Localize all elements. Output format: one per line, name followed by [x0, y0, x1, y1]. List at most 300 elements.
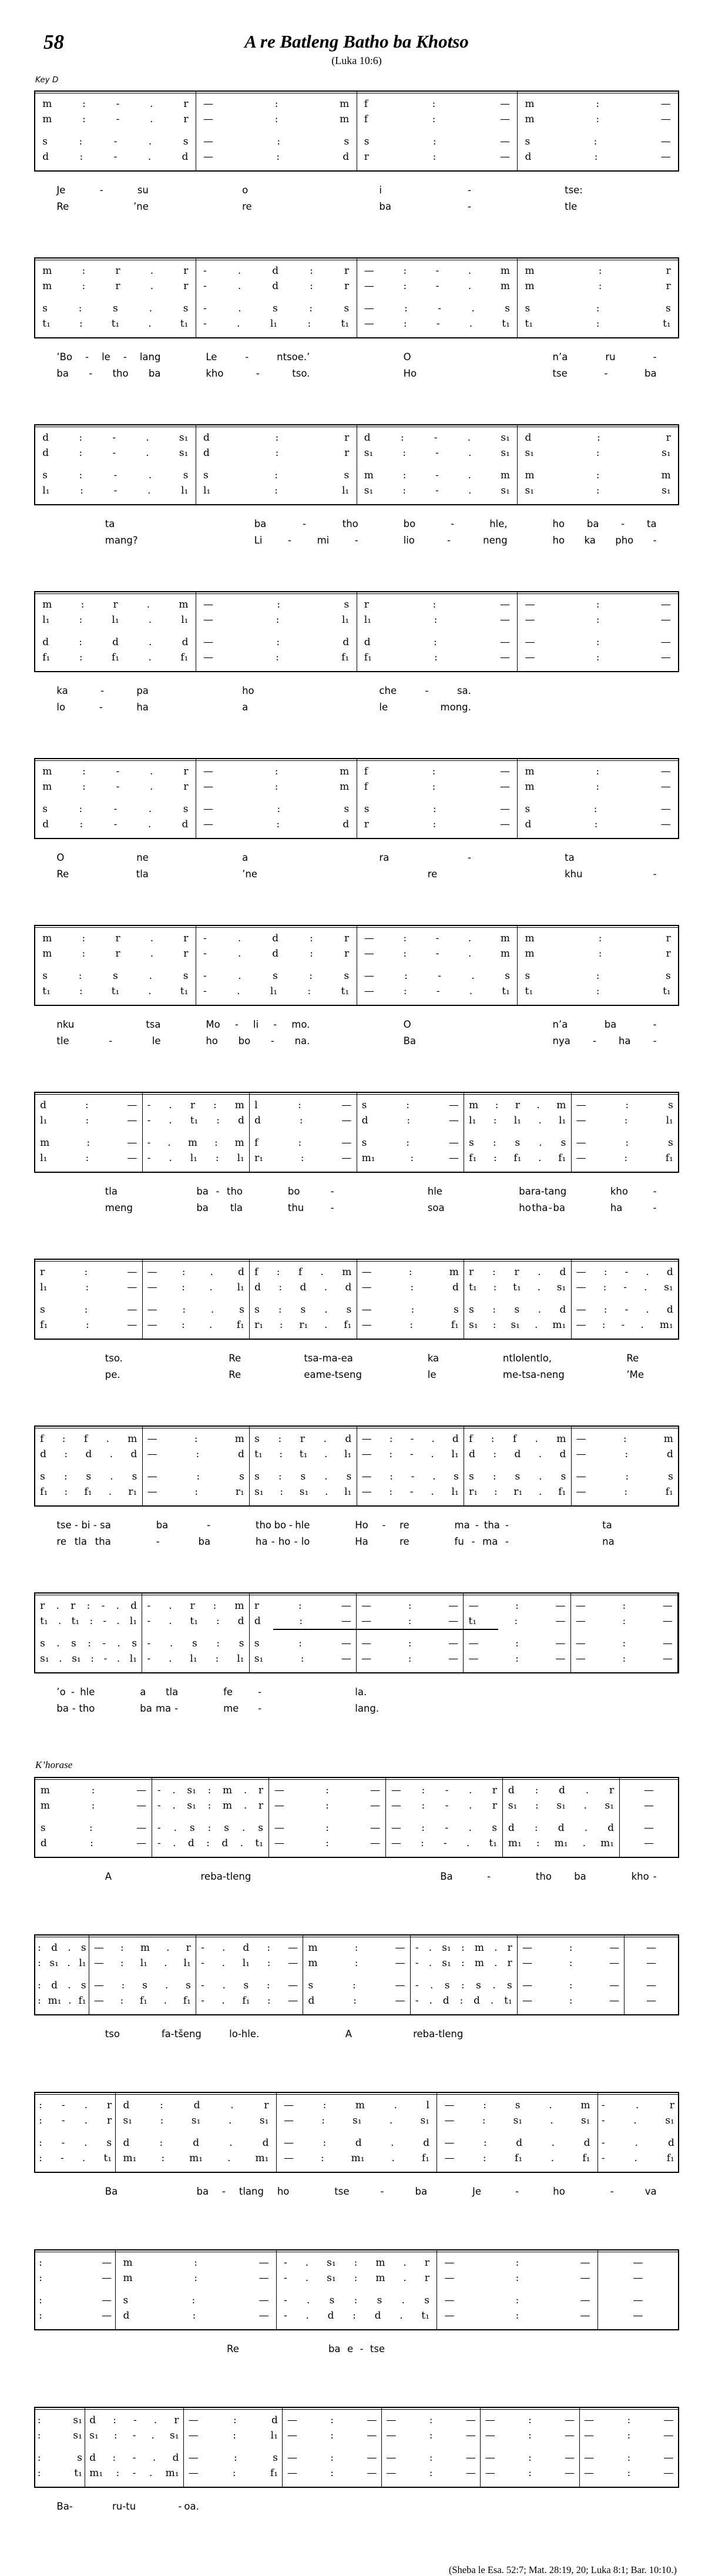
solfa-token: m₁: [554, 1837, 568, 1849]
measure-cell: [196, 425, 357, 504]
lyric-token: mo.: [291, 1019, 310, 1030]
solfa-token: —: [575, 1653, 586, 1665]
lyric-token: tla: [230, 1202, 243, 1213]
measure-cell: [357, 259, 518, 337]
solfa-token: .: [429, 1980, 434, 1991]
solfa-token: :: [207, 1800, 212, 1812]
lyric-token: -: [653, 1019, 657, 1030]
solfa-token: :: [234, 2452, 237, 2464]
solfa-token: :: [62, 1433, 66, 1445]
solfa-token: d: [514, 1448, 521, 1460]
solfa-token: s: [515, 2099, 521, 2111]
solfa-token: —: [288, 1995, 298, 2007]
solfa-token: :: [39, 2099, 42, 2111]
lyric-line: [34, 1350, 679, 1367]
solfa-voice-line: [518, 1940, 624, 1956]
system-block-9: [34, 1425, 679, 1550]
chorus-label: K’horase: [35, 1759, 73, 1770]
lyric-token: -: [515, 2186, 519, 2197]
solfa-voice-line: [35, 2098, 115, 2113]
solfa-voice-line: [277, 2255, 437, 2270]
solfa-token: s: [239, 1304, 244, 1316]
solfa-token: —: [364, 265, 374, 277]
solfa-token: s: [254, 1471, 260, 1482]
solfa-token: —: [465, 2467, 476, 2479]
solfa-token: :: [207, 1785, 212, 1796]
solfa-voice-line: [196, 597, 357, 612]
lyric-token: meng: [105, 1202, 133, 1213]
lyric-token: -: [337, 1353, 341, 1364]
solfa-token: d: [254, 1115, 261, 1126]
solfa-token: r: [469, 1266, 474, 1278]
solfa-token: —: [499, 766, 510, 777]
solfa-voice-line: [143, 1469, 250, 1484]
solfa-token: -: [201, 1980, 204, 1991]
solfa-token: s: [525, 970, 531, 982]
solfa-token: :: [181, 1319, 185, 1331]
lyric-token: -: [610, 2186, 614, 2197]
lyric-token: -: [89, 368, 93, 379]
solfa-token: -: [621, 1319, 625, 1331]
solfa-token: .: [173, 1822, 177, 1834]
solfa-token: m: [234, 1137, 244, 1149]
solfa-token: d: [85, 1448, 92, 1460]
lyric-token: ne: [136, 852, 149, 863]
solfa-token: :: [85, 1282, 89, 1293]
solfa-voice-line: [184, 2428, 282, 2443]
solfa-token: s₁: [508, 1800, 518, 1812]
solfa-token: -: [445, 1822, 449, 1834]
lyric-token: ha: [136, 702, 149, 713]
solfa-token: s: [273, 970, 278, 982]
solfa-voice-line: [518, 1956, 624, 1971]
solfa-token: f: [40, 1433, 44, 1445]
solfa-token: :: [80, 485, 83, 497]
lyric-token: ba: [140, 1703, 152, 1714]
solfa-token: :: [280, 1486, 284, 1498]
solfa-voice-line: [196, 931, 357, 946]
solfa-token: :: [352, 2310, 356, 2322]
solfa-token: .: [227, 2152, 231, 2164]
solfa-token: :: [492, 1304, 496, 1316]
solfa-token: .: [147, 485, 151, 497]
solfa-token: —: [147, 1448, 157, 1460]
lyric-cell: [357, 199, 494, 215]
solfa-voice-line: [269, 1798, 385, 1813]
solfa-voice-line: [277, 2113, 437, 2128]
solfa-token: s₁: [191, 2115, 201, 2126]
solfa-token: :: [622, 1615, 626, 1627]
measure-cell: [143, 1260, 250, 1339]
lyric-token: tse: [334, 2186, 350, 2197]
lyric-cell: [391, 2026, 464, 2042]
lyric-token: va: [644, 2186, 657, 2197]
solfa-token: :: [596, 652, 600, 663]
solfa-token: d: [187, 1837, 194, 1849]
solfa-token: r: [183, 265, 189, 277]
solfa-token: :: [515, 2295, 519, 2306]
solfa-voice-line: [382, 2428, 480, 2443]
solfa-token: m: [474, 1942, 484, 1954]
solfa-token: —: [203, 803, 214, 815]
lyric-token: mong.: [440, 702, 471, 713]
solfa-token: .: [394, 2099, 397, 2111]
solfa-token: :: [196, 1471, 200, 1482]
solfa-voice-line: [35, 946, 196, 961]
lyric-token: me: [502, 1369, 519, 1380]
lyric-token: -: [258, 1686, 262, 1698]
measure-cell: [143, 1427, 250, 1505]
solfa-voice-line: [518, 650, 678, 665]
solfa-token: :: [330, 2430, 334, 2441]
solfa-token: .: [634, 2152, 637, 2164]
solfa-voice-line: [571, 1651, 677, 1666]
measure-cell: [437, 2093, 598, 2172]
solfa-token: t₁: [254, 1448, 263, 1460]
solfa-token: :: [88, 1638, 91, 1649]
solfa-token: m: [40, 1137, 50, 1149]
solfa-voice-line: [411, 1956, 517, 1971]
solfa-token: :: [86, 1137, 90, 1149]
solfa-token: -: [147, 1615, 151, 1627]
solfa-token: -: [435, 469, 439, 481]
solfa-token: r: [190, 1600, 195, 1612]
solfa-token: f₁: [666, 2152, 674, 2164]
lyric-cell: [34, 199, 171, 215]
measure-cell: [250, 1260, 357, 1339]
solfa-token: :: [596, 469, 600, 481]
solfa-token: :: [354, 2272, 358, 2284]
measure-cell: [357, 1093, 465, 1172]
solfa-token: :: [492, 1266, 496, 1278]
solfa-voice-line: [518, 96, 678, 112]
solfa-token: r: [507, 1957, 512, 1969]
measure-cell: [283, 2408, 381, 2487]
lyric-token: Li: [254, 535, 263, 546]
lyric-token: fa: [161, 2028, 171, 2040]
solfa-token: s: [113, 303, 118, 314]
lyric-token: ba: [586, 518, 599, 529]
solfa-token: :: [214, 1137, 218, 1149]
solfa-token: :: [196, 1448, 200, 1460]
lyric-cell: [565, 2498, 679, 2515]
solfa-token: —: [468, 1653, 479, 1665]
lyric-token: tho: [79, 1703, 95, 1714]
solfa-token: d: [525, 432, 532, 444]
solfa-token: —: [663, 2414, 674, 2426]
solfa-token: —: [444, 2310, 455, 2322]
lyric-token: ma: [322, 1353, 338, 1364]
solfa-token: d: [130, 1448, 137, 1460]
solfa-token: s: [505, 970, 510, 982]
solfa-token: s: [424, 2295, 429, 2306]
solfa-token: -: [435, 485, 439, 497]
solfa-token: :: [213, 1600, 217, 1612]
measure-cell: [35, 2408, 85, 2487]
solfa-token: d: [474, 1995, 480, 2007]
solfa-token: :: [37, 2414, 41, 2426]
solfa-voice-line: [357, 1280, 464, 1295]
solfa-voice-line: [35, 2450, 85, 2466]
solfa-token: s: [142, 1980, 147, 1991]
solfa-token: :: [323, 2099, 327, 2111]
solfa-token: :: [603, 1266, 607, 1278]
solfa-token: —: [663, 2452, 674, 2464]
lyric-cell: [174, 1200, 266, 1216]
solfa-token: —: [136, 1800, 147, 1812]
solfa-token: s₁: [501, 432, 510, 444]
lyric-cell: [381, 516, 530, 532]
solfa-token: —: [575, 1638, 586, 1649]
hymn-number: 58: [43, 31, 64, 53]
solfa-token: —: [448, 1115, 459, 1126]
lyric-token: A: [345, 2028, 352, 2040]
solfa-token: :: [354, 1942, 358, 1954]
measure-cell: [357, 425, 518, 504]
solfa-token: r₁: [254, 1319, 264, 1331]
lyric-token: ma: [155, 1703, 172, 1714]
solfa-token: :: [408, 1638, 412, 1649]
solfa-token: d: [40, 1448, 47, 1460]
lyric-line: [34, 850, 679, 866]
solfa-token: -: [434, 432, 438, 444]
solfa-voice-line: [35, 1431, 142, 1447]
lyric-cell: [118, 1684, 201, 1700]
solfa-token: —: [364, 933, 374, 944]
solfa-voice-line: [464, 1614, 570, 1629]
solfa-voice-line: [357, 301, 518, 316]
solfa-grid: [34, 758, 679, 839]
solfa-token: t₁: [489, 1837, 498, 1849]
measure-cell: [89, 1936, 196, 2014]
lyrics-block: [34, 1350, 679, 1383]
solfa-token: -: [157, 1785, 161, 1796]
solfa-token: -: [415, 1957, 419, 1969]
solfa-token: r: [40, 1266, 45, 1278]
lyric-cell: [284, 1700, 415, 1717]
lyric-token: tle: [56, 1035, 69, 1046]
measure-cell: [35, 926, 196, 1005]
solfa-token: .: [494, 1942, 498, 1954]
lyric-token: -: [170, 2028, 174, 2040]
solfa-token: :: [39, 2137, 42, 2149]
solfa-token: —: [448, 1615, 459, 1627]
lyric-token: -: [653, 1186, 657, 1197]
lyric-line: [34, 699, 679, 716]
solfa-voice-line: [357, 263, 518, 279]
lyric-line: [34, 1033, 679, 1049]
solfa-token: :: [535, 1800, 539, 1812]
solfa-voice-line: [386, 1836, 502, 1851]
solfa-token: r: [666, 933, 671, 944]
solfa-token: .: [466, 1837, 470, 1849]
measure-cell: [35, 2093, 116, 2172]
solfa-token: :: [160, 2099, 163, 2111]
solfa-voice-line: [277, 2135, 437, 2151]
solfa-token: :: [593, 136, 597, 147]
solfa-token: .: [84, 2137, 88, 2149]
lyric-cell: [274, 2026, 391, 2042]
solfa-token: f₁: [558, 1486, 566, 1498]
lyric-token: nku: [56, 1019, 75, 1030]
solfa-token: r: [344, 280, 350, 292]
solfa-token: d: [172, 2452, 179, 2464]
solfa-token: r: [106, 2115, 112, 2126]
solfa-token: —: [341, 1638, 351, 1649]
solfa-voice-line: [625, 1993, 678, 2008]
solfa-token: :: [307, 318, 311, 330]
solfa-token: —: [555, 1653, 566, 1665]
solfa-voice-line: [464, 1431, 571, 1447]
solfa-token: .: [150, 265, 154, 277]
lyric-line: [34, 1684, 679, 1700]
system-block-11: [34, 1777, 679, 1885]
measure-cell: [116, 2250, 277, 2329]
lyric-cell: [575, 2026, 679, 2042]
measure-cell: [357, 1427, 465, 1505]
solfa-token: :: [82, 113, 86, 125]
solfa-token: t₁: [502, 985, 510, 997]
solfa-token: .: [325, 1486, 328, 1498]
solfa-token: s: [77, 2452, 82, 2464]
lyric-cell: [530, 532, 679, 549]
solfa-token: l₁: [42, 485, 50, 497]
solfa-token: s: [113, 970, 118, 982]
solfa-token: .: [238, 970, 241, 982]
solfa-token: s: [515, 1471, 521, 1482]
solfa-voice-line: [598, 2270, 678, 2286]
solfa-token: s: [183, 136, 189, 147]
solfa-token: :: [528, 2467, 532, 2479]
solfa-voice-line: [196, 134, 357, 149]
solfa-token: f₁: [665, 1486, 673, 1498]
lyric-token: tha: [532, 1202, 548, 1213]
solfa-token: :: [598, 280, 602, 292]
solfa-voice-line: [386, 1820, 502, 1836]
solfa-token: .: [148, 469, 152, 481]
lyric-token: -: [382, 1520, 386, 1531]
solfa-token: :: [39, 2115, 42, 2126]
solfa-token: .: [146, 447, 149, 459]
measure-cell: [598, 2093, 678, 2172]
solfa-token: r: [364, 599, 369, 611]
solfa-token: .: [536, 1099, 540, 1111]
solfa-token: f₁: [469, 1152, 477, 1164]
solfa-token: —: [448, 1099, 459, 1111]
solfa-token: —: [102, 2295, 112, 2306]
solfa-token: :: [233, 2430, 236, 2441]
lyric-cell: [357, 866, 542, 883]
lyric-cell: [183, 1033, 333, 1049]
solfa-token: s₁: [525, 485, 535, 497]
lyrics-block: [34, 1017, 679, 1049]
solfa-token: m: [42, 599, 52, 611]
solfa-token: .: [116, 1653, 120, 1665]
solfa-token: —: [367, 2430, 377, 2441]
solfa-token: :: [216, 1638, 220, 1649]
solfa-token: .: [84, 2099, 88, 2111]
solfa-token: -: [601, 2137, 605, 2149]
lyric-token: ’o: [56, 1686, 66, 1698]
lyric-token: ba: [56, 1703, 69, 1714]
solfa-token: -: [201, 1957, 204, 1969]
solfa-token: :: [429, 2414, 433, 2426]
lyric-cell: [513, 1869, 609, 1885]
solfa-token: :: [325, 1800, 329, 1812]
lyric-token: tho: [535, 1871, 552, 1882]
solfa-token: m: [525, 265, 535, 277]
solfa-voice-line: [620, 1783, 678, 1798]
solfa-voice-line: [518, 445, 678, 461]
solfa-token: l₁: [341, 614, 350, 626]
solfa-token: d: [508, 1822, 515, 1834]
solfa-token: -: [103, 1653, 108, 1665]
solfa-token: r: [174, 2414, 179, 2426]
solfa-voice-line: [89, 1993, 196, 2008]
solfa-token: s: [344, 303, 350, 314]
solfa-token: :: [459, 1995, 464, 2007]
solfa-token: :: [82, 265, 86, 277]
solfa-voice-line: [411, 1978, 517, 1993]
solfa-token: -: [443, 1837, 447, 1849]
measure-cell: [250, 1594, 357, 1672]
lyric-cell: [333, 1534, 432, 1550]
solfa-token: :: [216, 1115, 220, 1126]
solfa-token: s₁: [662, 447, 671, 459]
lyric-token: -: [471, 1536, 475, 1547]
solfa-token: -: [147, 1115, 151, 1126]
solfa-token: .: [147, 819, 152, 830]
solfa-voice-line: [572, 1113, 679, 1128]
solfa-voice-line: [196, 984, 357, 999]
solfa-token: s₁: [73, 2430, 82, 2441]
lyric-cell: [494, 182, 679, 199]
solfa-voice-line: [250, 1447, 357, 1462]
solfa-token: .: [468, 933, 472, 944]
lyric-cell: [34, 1017, 183, 1033]
lyric-cell: [312, 2183, 450, 2200]
solfa-token: —: [660, 599, 671, 611]
system-block-13: [34, 2092, 679, 2200]
solfa-voice-line: [464, 1151, 571, 1166]
solfa-token: -: [113, 136, 118, 147]
solfa-token: s: [203, 469, 209, 481]
solfa-voice-line: [357, 1302, 464, 1317]
solfa-token: -: [445, 1800, 449, 1812]
solfa-token: s: [665, 970, 671, 982]
lyric-cell: [221, 2498, 336, 2515]
solfa-voice-line: [35, 764, 196, 779]
lyric-token: tha: [484, 1520, 500, 1531]
solfa-voice-line: [357, 597, 518, 612]
measure-cell: [35, 259, 196, 337]
lyric-token: tle: [565, 201, 578, 212]
solfa-token: -: [445, 1785, 449, 1796]
solfa-voice-line: [35, 1798, 152, 1813]
solfa-token: —: [136, 1837, 147, 1849]
solfa-voice-line: [35, 301, 196, 316]
lyric-token: -: [93, 1520, 97, 1531]
measure-cell: [620, 1778, 678, 1857]
solfa-token: s: [469, 1471, 474, 1482]
solfa-token: :: [89, 1822, 93, 1834]
solfa-token: .: [538, 1304, 542, 1316]
solfa-token: s: [42, 970, 48, 982]
solfa-token: s: [346, 1471, 352, 1482]
solfa-token: f₁: [341, 652, 350, 663]
lyric-cell: [157, 1350, 281, 1367]
solfa-token: d: [525, 819, 532, 830]
